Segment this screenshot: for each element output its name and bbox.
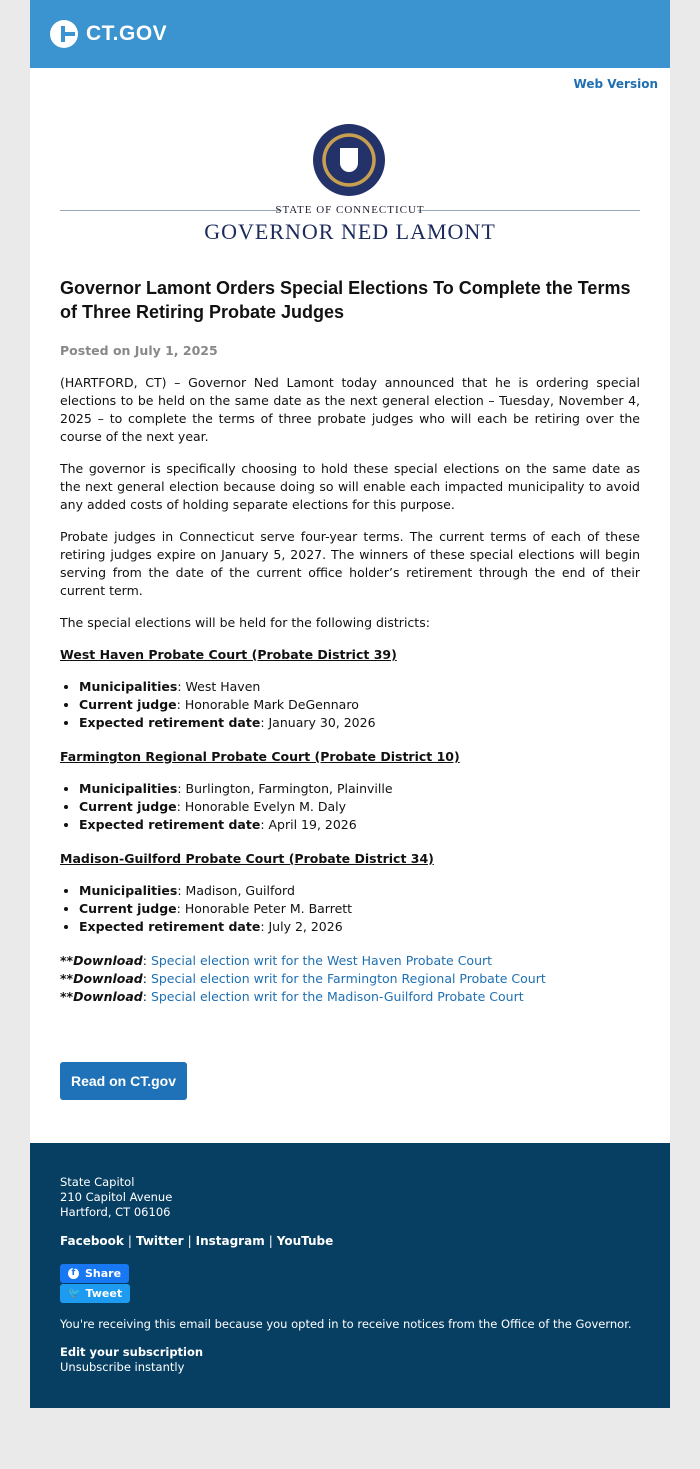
download-line: **Download: Special election writ for the Madison-Guilford Probate Court (60, 989, 524, 1004)
article-title: Governor Lamont Orders Special Elections To Complete the Terms of Three Retiring Probate Judges (60, 278, 631, 322)
social-links: Facebook | Twitter | Instagram | YouTube (60, 1234, 334, 1248)
ct-gov-header (30, 0, 670, 68)
paragraph: The special elections will be held for the following districts: (60, 615, 430, 630)
optin-notice: You're receiving this email because you opted in to receive notices from the Office of the Governor. (60, 1317, 632, 1331)
paragraph: The governor is specifically choosing to hold these special elections on the same date as the next general election because doing so will enable each impacted municipality to avoid any added costs of holding separate elections for this purpose. (60, 461, 640, 512)
unsubscribe-link[interactable]: Unsubscribe instantly (60, 1360, 185, 1374)
state-of-connecticut-label: STATE OF CONNECTICUT (275, 204, 425, 216)
twitter-link[interactable]: Twitter (135, 1234, 184, 1248)
tweet-label: Tweet (85, 1287, 123, 1300)
facebook-share-button[interactable] (60, 1264, 129, 1283)
twitter-bird-icon: 🐦 (68, 1288, 81, 1299)
address-line: State Capitol (60, 1175, 135, 1189)
tweet-button[interactable] (60, 1284, 130, 1303)
download-line: **Download: Special election writ for the Farmington Regional Probate Court (60, 971, 546, 986)
instagram-link[interactable]: Instagram (195, 1234, 265, 1248)
paragraph: Probate judges in Connecticut serve four-year terms. The current terms of each of these retiring judges expire on January 5, 2027. The winners of these special elections will begin serving from the date of the current office holder’s retirement through the end of their current term. (60, 529, 640, 598)
court-heading: Madison-Guilford Probate Court (Probate District 34) (60, 851, 434, 866)
list-item: • Municipalities: Burlington, Farmington, Plainville (79, 780, 640, 798)
list-item: • Current judge: Honorable Mark DeGennaro (79, 696, 640, 714)
court-details-list (60, 678, 640, 732)
list-item: • Municipalities: Madison, Guilford (79, 882, 640, 900)
court-details-list (60, 780, 640, 834)
ct-logo-icon (50, 20, 78, 48)
download-writ-madison-guilford-link[interactable]: Special election writ for the Madison-Guilford Probate Court (150, 989, 524, 1004)
web-version-link[interactable]: Web Version (573, 77, 658, 91)
posted-date: Posted on July 1, 2025 (60, 343, 218, 358)
court-heading: Farmington Regional Probate Court (Probate District 10) (60, 749, 460, 764)
list-item: • Expected retirement date: January 30, 2026 (79, 714, 640, 732)
article-body (60, 342, 640, 1006)
list-item: • Current judge: Honorable Evelyn M. Daly (79, 798, 640, 816)
paragraph: (HARTFORD, CT) – Governor Ned Lamont today announced that he is ordering special elections to be held on the same date as the next general election – Tuesday, November 4, 2025 – to complete the terms of three probate judges who will each be retiring over the course of the next year. (60, 375, 640, 444)
facebook-link[interactable]: Facebook (60, 1234, 124, 1248)
address-line: Hartford, CT 06106 (60, 1205, 171, 1219)
edit-subscription-link[interactable]: Edit your subscription (60, 1345, 204, 1359)
ct-gov-logo-text[interactable]: CT.GOV (86, 22, 168, 45)
share-label: Share (85, 1267, 122, 1280)
youtube-link[interactable]: YouTube (276, 1234, 334, 1248)
read-on-ctgov-button[interactable]: Read on CT.gov (60, 1062, 187, 1100)
download-writ-farmington-link[interactable]: Special election writ for the Farmington Regional Probate Court (150, 971, 546, 986)
list-item: • Expected retirement date: April 19, 2026 (79, 816, 640, 834)
list-item: • Expected retirement date: July 2, 2026 (79, 918, 640, 936)
facebook-icon: f (68, 1268, 79, 1279)
state-seal-icon (313, 124, 385, 196)
court-details-list (60, 882, 640, 936)
download-writ-west-haven-link[interactable]: Special election writ for the West Haven Probate Court (150, 953, 493, 968)
governor-name-label: GOVERNOR NED LAMONT (204, 219, 496, 244)
list-item: • Municipalities: West Haven (79, 678, 640, 696)
court-heading: West Haven Probate Court (Probate District 39) (60, 647, 397, 662)
governor-masthead (60, 124, 640, 244)
download-line: **Download: Special election writ for the West Haven Probate Court (60, 953, 493, 968)
footer (30, 1143, 670, 1408)
list-item: • Current judge: Honorable Peter M. Barrett (79, 900, 640, 918)
address-line: 210 Capitol Avenue (60, 1190, 173, 1204)
